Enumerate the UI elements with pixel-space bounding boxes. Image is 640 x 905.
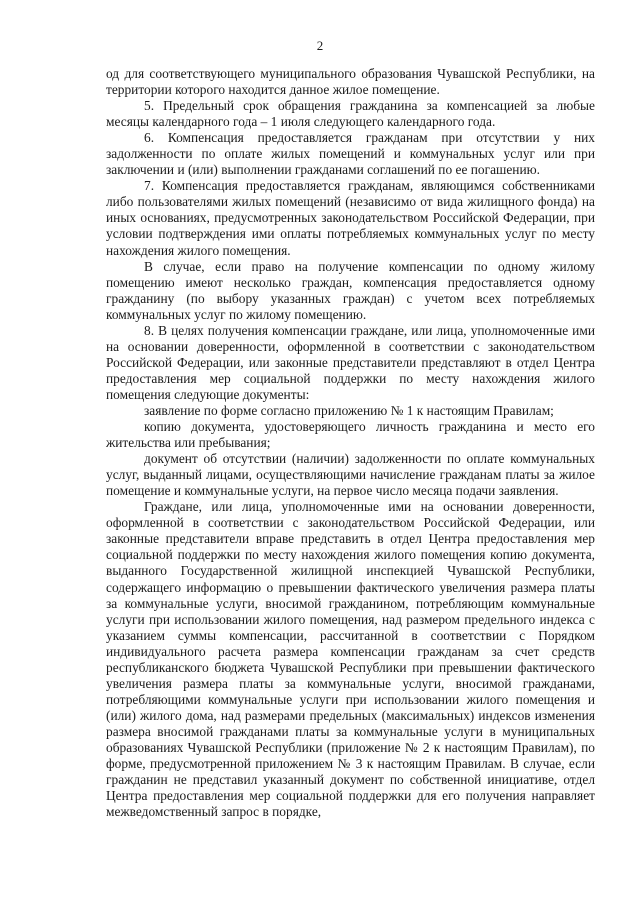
paragraph-item-5: 5. Предельный срок обращения гражданина за компенсацией за любые месяцы календарного года – 1 июля следующего календарного года. [106, 98, 595, 130]
document-list-debt-certificate: документ об отсутствии (наличии) задолженности по оплате коммунальных услуг, выданный лицами, осуществляющими начисление гражданам платы за жилое помещение и коммунальные услуги, на первое число месяца подачи заявления. [106, 451, 595, 499]
page-number: 2 [316, 38, 324, 53]
document-list-application: заявление по форме согласно приложению № 1 к настоящим Правилам; [144, 402, 554, 418]
document-body [106, 66, 595, 820]
paragraph-optional-documents: Граждане, или лица, уполномоченные ими на основании доверенности, оформленной в соответствии с законодательством Российской Федерации, или законные представители вправе представить в отдел Центра предоставления мер социальной поддержки по месту нахождения жилого помещения копию документа, выданного Государственной жилищной инспекцией Чувашской Республики, содержащего информацию о превышении фактического увеличения размера платы за коммунальные услуги, вносимой гражданином, потребляющим коммунальные услуги при использовании жилого помещения, над размером предельного индекса с указанием суммы компенсации, рассчитанной в соответствии с Порядком индивидуального расчета размера компенсации гражданам за счет средств республиканского бюджета Чувашской Республики при превышении фактического увеличения размера платы за коммунальные услуги, вносимой гражданами, потребляющими коммунальные услуги при использовании жилого помещения и (или) жилого дома, над размерами предельных (максимальных) индексов изменения размера вносимой гражданами платы за коммунальные услуги в муниципальных образованиях Чувашской Республики (приложение № 2 к настоящим Правилам), по форме, предусмотренной приложением № 3 к настоящим Правилам. В случае, если гражданин не представил указанный документ по собственной инициативе, отдел Центра предоставления мер социальной поддержки для его получения направляет межведомственный запрос в порядке, [106, 499, 595, 820]
document-list-identity-copy: копию документа, удостоверяющего личность гражданина и место его жительства или пребывания; [106, 419, 595, 451]
paragraph-item-8: 8. В целях получения компенсации граждане, или лица, уполномоченные ими на основании доверенности, оформленной в соответствии с законодательством Российской Федерации, или законные представители представляют в отдел Центра предоставления мер социальной поддержки по месту нахождения жилого помещения следующие документы: [106, 322, 595, 402]
paragraph-item-6: 6. Компенсация предоставляется гражданам при отсутствии у них задолженности по оплате жилых помещений и коммунальных услуг или при заключении и (или) выполнении гражданами соглашений по ее погашению. [106, 130, 595, 178]
paragraph-item-7: 7. Компенсация предоставляется гражданам, являющимся собственниками либо пользователями жилых помещений (независимо от вида жилищного фонда) на иных основаниях, предусмотренных законодательством Российской Федерации, при условии подтверждения ими оплаты потребляемых коммунальных услуг по месту нахождения жилого помещения. [106, 178, 595, 258]
paragraph-continuation: од для соответствующего муниципального образования Чувашской Республики, на территории которого находится данное жилое помещение. [106, 66, 595, 98]
paragraph-item-7-multiple-citizens: В случае, если право на получение компенсации по одному жилому помещению имеют несколько граждан, компенсация предоставляется одному гражданину (по выбору указанных граждан) с учетом всех потребляемых коммунальных услуг по жилому помещению. [106, 258, 595, 322]
